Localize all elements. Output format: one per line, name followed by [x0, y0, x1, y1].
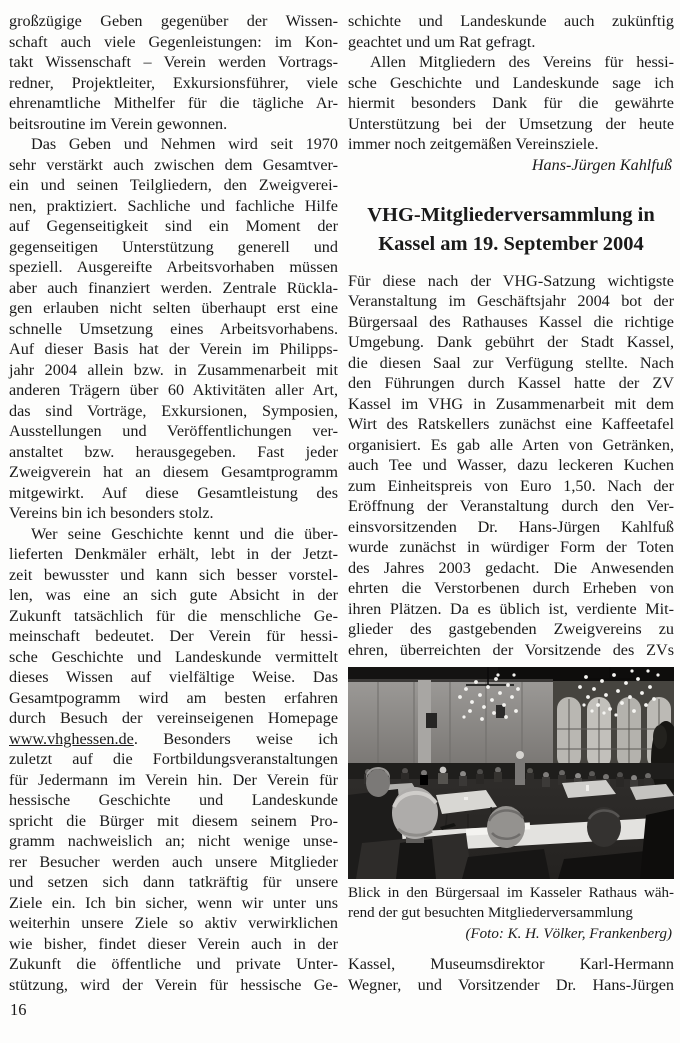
text-line: den Führungen durch Kassel hatte der ZV [348, 374, 674, 392]
text-line: nen, praktiziert. Sachliche und fachliche Hilfe [9, 196, 338, 215]
text-line: Wirt des Ratskellers zunächst eine Kaffeetafel [348, 415, 674, 433]
text-line: die diesen Saal zur Verfügung stellte. Nach [348, 353, 674, 372]
page-number: 16 [10, 1000, 27, 1019]
text-line: spricht die Bürger mit diesem seinem Pro- [9, 811, 338, 830]
text-line: Ausstellungen und Veröffentlichungen ver- [9, 422, 338, 440]
right-column [348, 11, 674, 995]
text-line: gegenseitigen Unterstützung generell und [9, 237, 338, 256]
text-line: anstaltet bzw. herausgegeben. Fast jeder [9, 442, 338, 461]
text-line: Allen Mitgliedern des Vereins für hessi- [370, 53, 674, 71]
text-line: wie bisher, findet dieser Verein auch in der [9, 934, 338, 953]
text-line: hiermit besonders Dank für die gewährte [348, 94, 674, 112]
text-line: anderen Trägern über 60 Aktivitäten aller Art, [9, 381, 338, 399]
text-line: Für diese nach der VHG-Satzung wichtigste [348, 271, 674, 290]
text-line: immer noch zeitgemäßen Vereinsziele. [348, 135, 599, 153]
article-continuation [348, 954, 674, 995]
text-line: und setzen sich dann tatkräftig für unsere [9, 873, 338, 891]
meeting-photo [348, 667, 674, 879]
text-line: glieder des gastgebenden Zweigvereins zu [348, 620, 674, 638]
article-body [348, 271, 674, 661]
text-line: geachtet und um Rat gefragt. [348, 32, 536, 51]
text-line: Vereins bin ich besonders stolz. [9, 504, 214, 522]
paragraph [348, 883, 674, 923]
text-line: das sind Vorträge, Exkursionen, Symposien, [9, 401, 338, 420]
text-line: Kassel, Museumsdirektor Karl-Hermann [348, 955, 674, 973]
text-line: einsvorsitzenden Dr. Hans-Jürgen Kahlfuß [348, 517, 674, 536]
text-line: wurde zunächst in würdiger Form der Toten [348, 538, 674, 556]
paragraph [348, 52, 674, 155]
text-line: für Jedermann im Verein hin. Der Verein für [9, 770, 338, 789]
text-line: ehrten die Verstorbenen durch Erheben von [348, 579, 674, 597]
article-heading [348, 201, 674, 259]
text-line: aber auch finanziert werden. Zentrale Rückla- [9, 278, 338, 297]
text-line: Wer seine Geschichte kennt und die über- [31, 524, 338, 543]
text-line: Zukunft die öffentliche und private Unter- [9, 955, 338, 973]
paragraph [9, 11, 338, 134]
text-line: Veranstaltung im Geschäftsjahr 2004 bot der [348, 292, 674, 310]
photo-caption [348, 883, 674, 923]
heading-line-1: VHG-Mitgliederversammlung in [367, 203, 655, 226]
text-line: speziell. Ausgereifte Arbeitsvorhaben müssen [9, 258, 338, 276]
paragraph [348, 11, 674, 52]
text-line: beitsroutine im Verein gewonnen. [9, 114, 228, 133]
text-line: hessische Geschichte und Landeskunde [9, 791, 338, 809]
text-line: gramm nachweislich an; nicht wenige unse- [9, 832, 338, 850]
text-line: sche Geschichte und Landeskunde sage ich [348, 73, 674, 92]
homepage-link[interactable]: www.vhghessen.de [9, 729, 134, 748]
text-line: meinschaft bedeutet. Der Verein für hessi- [9, 627, 338, 645]
text-line: sehr verstärkt auch zwischen dem Gesamtver- [9, 155, 338, 174]
text-line: jahr 2004 allein bzw. in Zusammenarbeit mit [9, 360, 338, 379]
text-line: Umgebung. Dank gebührt der Stadt Kassel, [348, 333, 674, 351]
author-signature: Hans-Jürgen Kahlfuß [531, 155, 672, 174]
text-line: www.vhghessen.de. Besonders weise ich [9, 729, 338, 748]
text-line: gen erlauben nicht selten überhaupt erst eine [9, 299, 338, 317]
text-line: Bürgersaal des Rathauses Kassel die richtige [348, 312, 674, 331]
left-column [9, 11, 338, 995]
text-line: Zweigverein hat an diesem Gesamtprogramm [9, 463, 338, 481]
text-line: len, was eine an sich gute Absicht in der [9, 586, 338, 604]
text-line: sche Geschichte und Landeskunde vermittelt [9, 647, 338, 666]
text-line: Auf dieser Basis hat der Verein im Philipps- [9, 340, 338, 358]
text-line: Ziele ein. Ich bin sicher, wenn wir unter uns [9, 893, 338, 912]
paragraph [348, 954, 674, 995]
text-line: zeit bewusster und kann sich besser vorstel- [9, 565, 338, 584]
text-line: rend der gut besuchten Mitgliederversammlung [348, 905, 633, 921]
text-line: takt Wissenschaft – Verein werden Vortrags- [9, 53, 338, 71]
meeting-photo-image [348, 667, 674, 879]
text-line: auch Tee und Wasser, dazu leckeren Kuchen [348, 456, 674, 474]
text-line: Zukunft tatsächlich für die menschliche Ge- [9, 606, 338, 625]
paragraph [9, 524, 338, 996]
text-line: ein und seinen Teilgliedern, den Zweigverei- [9, 176, 338, 194]
text-line: ehrenamtliche Mithelfer für die tägliche Ar- [9, 94, 338, 112]
text-line: auf Gegenseitigkeit sind ein Moment der [9, 217, 338, 235]
text-line: lieferten Denkmäler erhält, lebt in der Jetzt- [9, 545, 338, 563]
text-line: schaft auch viele Gegenleistungen: im Kon- [9, 32, 338, 51]
paragraph [348, 271, 674, 661]
text-line: des Jahres 2003 gedacht. Die Anwesenden [348, 558, 674, 577]
paragraph [9, 134, 338, 524]
text-line: Wegner, und Vorsitzender Dr. Hans-Jürgen [348, 975, 674, 994]
text-line: organisiert. Es gab alle Arten von Getränken, [348, 435, 674, 454]
text-line: redner, Projektleiter, Exkursionsführer, viele [9, 73, 338, 92]
text-line: großzügige Geben gegenüber der Wissen- [9, 12, 338, 30]
text-line: stützung, wird der Verein für hessische Ge- [9, 975, 338, 994]
text-line: ehren, überreichten der Vorsitzende des ZVs [348, 640, 674, 659]
text-line: schnelle Umsetzung eines Arbeitsvorhabens. [9, 319, 338, 338]
text-line: weiterhin unsere Ziele so aktiv verwirklichen [9, 914, 338, 932]
heading-line-2: Kassel am 19. September 2004 [378, 232, 644, 255]
text-line: Eröffnung der Veranstaltung durch den Ver- [348, 497, 674, 515]
text-line: durch Besuch der vereinseigenen Homepage [9, 709, 338, 727]
text-line: zum Einheitspreis von Euro 1,50. Nach der [348, 476, 674, 495]
text-line: Gesamtpogramm wird am besten erfahren [9, 688, 338, 707]
text-line: zuletzt auf die Fortbildungsveranstaltungen [9, 750, 338, 768]
text-line: dieses Wissen auf vielfältige Weise. Das [9, 668, 338, 686]
text-line: ihren Plätzen. Da es üblich ist, verdiente Mit- [348, 599, 674, 618]
photo-credit: (Foto: K. H. Völker, Frankenberg) [465, 926, 672, 942]
text-line: Blick in den Bürgersaal im Kasseler Rathaus wäh- [348, 885, 674, 901]
text-line: rer Besucher werden auch unsere Mitglieder [9, 852, 338, 871]
closing-paragraphs [348, 11, 674, 155]
text-line: mitgewirkt. Auf diese Gesamtleistung des [9, 483, 338, 502]
text-line: Unterstützung bei der Umsetzung der heute [348, 114, 674, 133]
text-line: Das Geben und Nehmen wird seit 1970 [31, 135, 338, 153]
text-line: schichte und Landeskunde auch zukünftig [348, 12, 674, 30]
text-line: Kassel im VHG in Zusammenarbeit mit dem [348, 394, 674, 413]
